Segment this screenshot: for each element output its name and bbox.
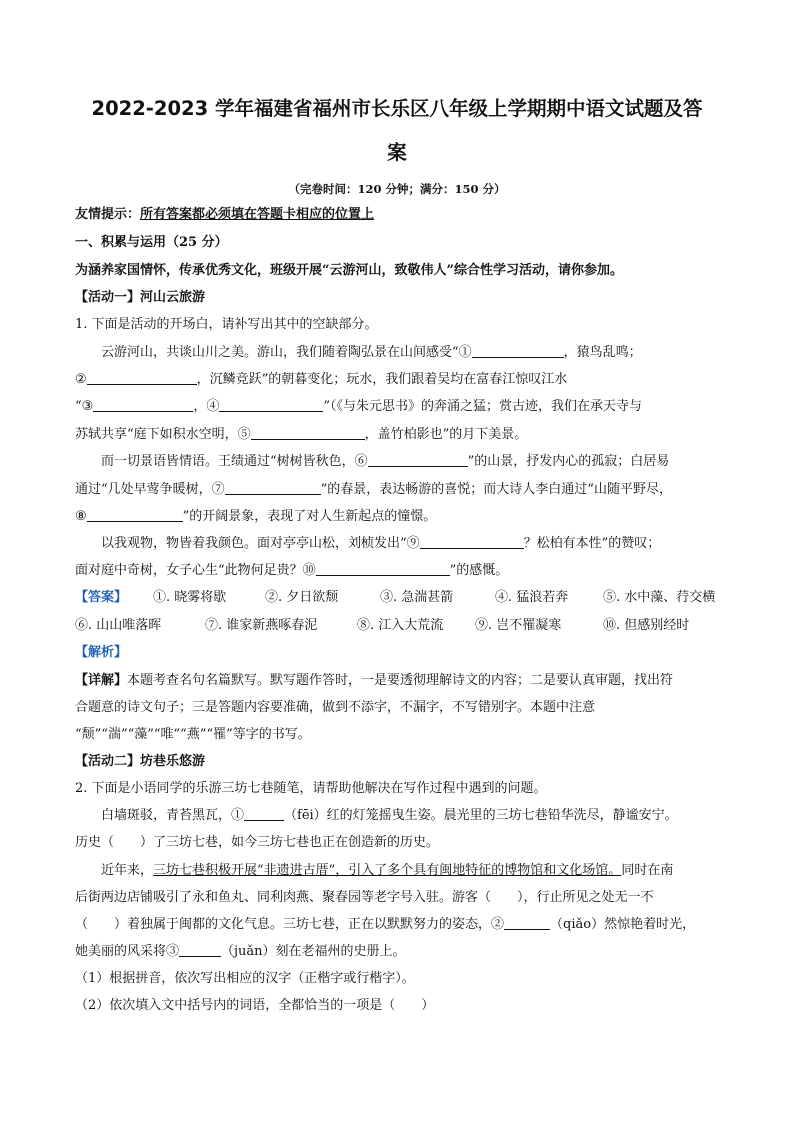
text-run: ，盖竹柏影也”的月下美景。 <box>364 427 528 442</box>
text-run: 她美丽的风采将③ <box>75 944 180 959</box>
q2-passage-line: 历史（ ）了三坊七巷，如今三坊七巷也正在创造新的历史。 <box>75 835 440 850</box>
pinyin-blank-1[interactable] <box>244 807 284 821</box>
q1-passage-line <box>75 562 725 580</box>
text-run: （ ）着独属于闽都的文化气息。三坊七巷，正在以默默努力的姿态，② <box>75 917 505 932</box>
text-run: （qiǎo）然惊艳着时光， <box>550 917 696 932</box>
text-run: 通过“几处早莺争暖树，⑦ <box>75 482 225 497</box>
text-run: ”的感慨。 <box>449 563 509 578</box>
q2-passage-line <box>101 807 725 825</box>
text-run: ，沉鳞竞跃”的朝暮变化；玩水，我们跟着吴均在富春江惊叹江水 <box>196 372 568 387</box>
q1-passage-line <box>75 371 725 389</box>
q1-passage-line <box>75 508 725 526</box>
answer-item: ⑩. 但感别经时 <box>603 618 690 633</box>
text-run: ，猿鸟乱鸣； <box>563 345 642 360</box>
q1-passage-line <box>101 535 725 553</box>
q2-subquestion-2: （2）依次填入文中括号内的词语，全都恰当的一项是（ ） <box>75 998 435 1013</box>
answer-blank-2[interactable] <box>87 371 197 385</box>
answer-item: ①. 晓雾将歇 <box>153 590 227 605</box>
tip-label: 友情提示： <box>75 207 141 222</box>
answer-blank-1[interactable] <box>472 344 564 358</box>
answer-blank-8[interactable] <box>87 508 183 522</box>
detail-text: 本题考查名句名篇默写。默写题作答时，一是要透彻理解诗文的内容；二是要认真审题，找出符 <box>127 673 674 688</box>
detail-label: 【详解】 <box>75 673 128 688</box>
answer-item: ⑥. 山山唯落晖 <box>75 618 162 633</box>
q2-passage-line <box>75 916 725 934</box>
answer-row-2 <box>75 617 725 635</box>
text-run: 面对庭中奇树，女子心生“此物何足贵？⑩ <box>75 563 316 578</box>
text-run: 苏轼共享“庭下如积水空明，⑤ <box>75 427 251 442</box>
answer-label: 【答案】 <box>75 590 128 605</box>
exam-info: （完卷时间：120 分钟；满分：150 分） <box>288 182 506 196</box>
document-title-line2: 案 <box>387 141 407 164</box>
text-run: （juǎn）刻在老福州的史册上。 <box>221 944 406 959</box>
activity2-heading: 【活动二】坊巷乐悠游 <box>75 754 206 769</box>
q1-passage-line <box>75 398 725 416</box>
section-heading: 一、积累与运用（25 分） <box>75 235 228 250</box>
answer-item: ⑤. 水中藻、荇交横 <box>603 590 716 605</box>
answer-item: ④. 猛浪若奔 <box>495 590 569 605</box>
q1-passage-line <box>75 426 725 444</box>
text-run: 白墙斑驳，青苔黑瓦，① <box>101 808 245 823</box>
text-run: 以我观物，物皆着我颜色。面对亭亭山松，刘桢发出“⑨ <box>101 536 420 551</box>
q2-passage-line <box>101 862 725 880</box>
answer-blank-3[interactable] <box>93 398 193 412</box>
text-run: “③ <box>75 399 94 414</box>
question1-stem: 1. 下面是活动的开场白，请补写出其中的空缺部分。 <box>75 317 378 332</box>
analysis-label: 【解析】 <box>75 645 128 660</box>
text-run: ，④ <box>193 399 220 414</box>
text-run: （fēi）红的灯笼摇曳生姿。晨光里的三坊七巷铅华洗尽，静谧安宁。 <box>284 808 678 823</box>
answer-item: ③. 急湍甚箭 <box>380 590 454 605</box>
q1-passage-line <box>75 481 725 499</box>
text-run: 云游河山，共谈山川之美。游山，我们随着陶弘景在山间感受“① <box>101 345 472 360</box>
activity1-heading: 【活动一】河山云旅游 <box>75 290 206 305</box>
text-run: 同时在南 <box>621 863 674 878</box>
pinyin-blank-2[interactable] <box>504 916 550 930</box>
pinyin-blank-3[interactable] <box>179 943 221 957</box>
answer-item: ②. 夕日欲颓 <box>265 590 339 605</box>
answer-blank-7[interactable] <box>225 481 321 495</box>
detail-line: 合题意的诗文句子；三是答题内容要准确，做到不添字，不漏字，不写错别字。本题中注意 <box>75 700 596 715</box>
answer-blank-4[interactable] <box>219 398 323 412</box>
detail-line: “颓”“湍”“藻”“唯”“燕”“罹”等字的书写。 <box>75 727 311 742</box>
answer-item: ⑨. 岂不罹凝寒 <box>475 618 562 633</box>
detail-line <box>75 672 725 690</box>
text-run: ”的开阔景象，表现了对人生新起点的憧憬。 <box>182 509 437 524</box>
text-run: ？松柏有本性”的赞叹； <box>523 536 661 551</box>
text-run: ”的春景，表达畅游的喜悦；而大诗人李白通过“山随平野尽， <box>320 482 672 497</box>
text-run: ⑧ <box>75 509 87 524</box>
text-run: 而一切景语皆情语。王绩通过“树树皆秋色，⑥ <box>101 454 368 469</box>
q2-passage-line <box>75 943 725 961</box>
text-run: ”（《与朱元思书》的奔涌之猛；赏古迹，我们在承天寺与 <box>323 399 642 414</box>
answer-item: ⑦. 谁家新燕啄春泥 <box>205 618 318 633</box>
text-run: ② <box>75 372 87 387</box>
document-title-line1: 2022-2023 学年福建省福州市长乐区八年级上学期期中语文试题及答 <box>91 97 703 120</box>
underlined-sentence: 三坊七巷积极开展“非遗进古厝”，引入了多个具有闽地特征的博物馆和文化场馆。 <box>153 863 622 878</box>
answer-blank-9[interactable] <box>420 535 524 549</box>
friendly-tip <box>75 206 725 224</box>
answer-blank-10[interactable] <box>316 562 450 576</box>
q2-subquestion-1: （1）根据拼音，依次写出相应的汉字（正楷字或行楷字）。 <box>75 971 415 986</box>
answer-item: ⑧. 江入大荒流 <box>357 618 444 633</box>
section-intro: 为涵养家国情怀，传承优秀文化，班级开展“云游河山，致敬伟人”综合性学习活动，请你参加。 <box>75 263 623 278</box>
text-run: 近年来， <box>101 863 154 878</box>
q1-passage-line <box>101 453 725 471</box>
answer-blank-5[interactable] <box>251 426 365 440</box>
q1-passage-line <box>101 344 725 362</box>
q2-passage-line: 后街两边店铺吸引了永和鱼丸、同利肉燕、聚春园等老字号入驻。游客（ ），行止所见之处无一不 <box>75 890 654 905</box>
tip-text: 所有答案都必须填在答题卡相应的位置上 <box>140 207 375 222</box>
text-run: ”的山景，抒发内心的孤寂；白居易 <box>467 454 670 469</box>
answer-row-1 <box>75 589 725 607</box>
question2-stem: 2. 下面是小语同学的乐游三坊七巷随笔，请帮助他解决在写作过程中遇到的问题。 <box>75 781 547 796</box>
answer-blank-6[interactable] <box>368 453 468 467</box>
